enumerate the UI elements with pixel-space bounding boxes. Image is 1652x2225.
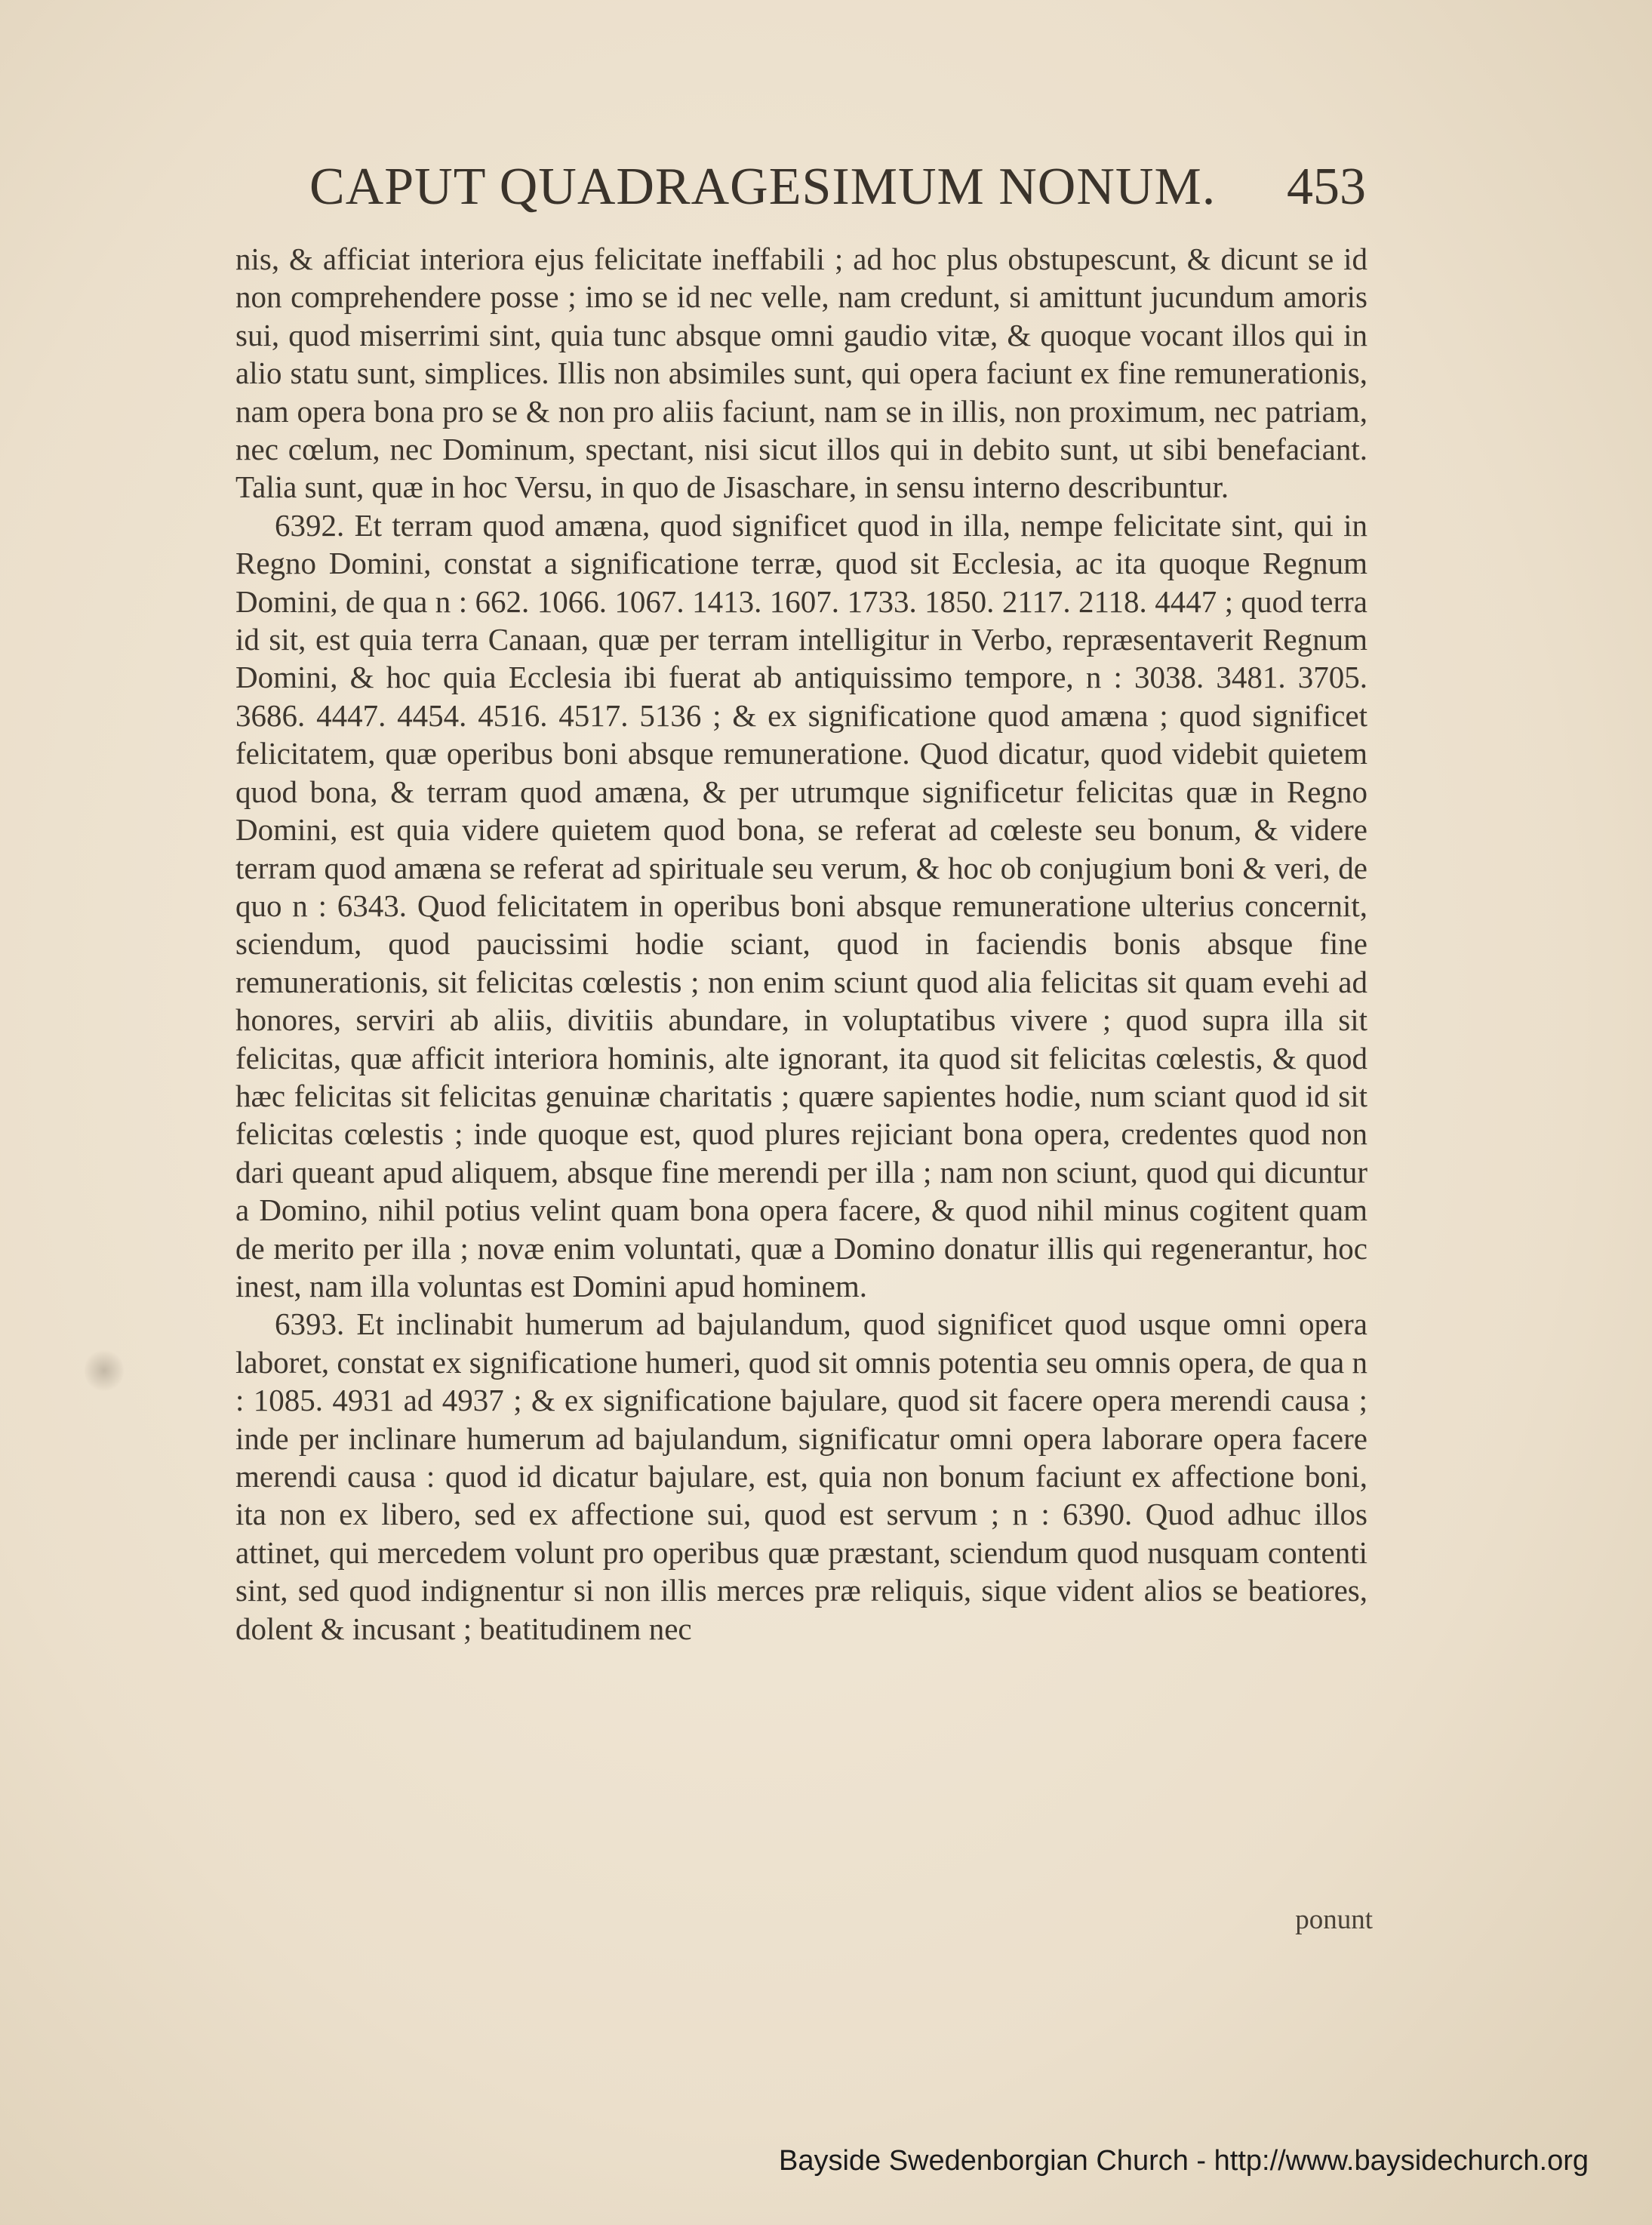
paragraph-6393: 6393. Et inclinabit humerum ad bajulandum, quod significet quod usque omni opera laboret, constat ex significatione humeri, quod sit omnis potentia seu omnis opera, de qua n : 1085. 4931 ad 4937 ; & ex significatione bajulare, quod sit facere opera merendi causa ; inde per inclinare humerum ad bajulandum, significatur omni opera laborare opera facere merendi causa : quod id dicatur bajulare, est, quia non bonum faciunt ex affectione boni, ita non ex libero, sed ex affectione sui, quod est servum ; n : 6390. Quod adhuc illos attinet, qui mercedem volunt pro operibus quæ præstant, sciendum quod nusquam contenti sint, sed quod indignentur si non illis merces præ reliquis, sique vident alios se beatiores, dolent & incusant ; beatitudinem nec <box>235 1306 1367 1646</box>
running-title: CAPUT QUADRAGESIMUM NONUM. <box>309 158 1217 216</box>
catchword: ponunt <box>1295 1904 1373 1935</box>
text-body <box>235 240 1367 1648</box>
page-number: 453 <box>1287 158 1366 216</box>
page-header <box>309 157 1366 240</box>
source-watermark: Bayside Swedenborgian Church - http://www.baysidechurch.org <box>778 2145 1589 2177</box>
page-smudge <box>85 1348 124 1393</box>
paragraph-continuation: nis, & afficiat interiora ejus felicitate ineffabili ; ad hoc plus obstupescunt, & dicunt se id non comprehendere posse ; imo se id nec velle, nam credunt, si amittunt jucundum amoris sui, quod miserrimi sint, quia tunc absque omni gaudio vitæ, & quoque vocant illos qui in alio statu sunt, simplices. Illis non absimiles sunt, qui opera faciunt ex fine remunerationis, nam opera bona pro se & non pro aliis faciunt, nam se in illis, non proximum, nec patriam, nec cœlum, nec Dominum, spectant, nisi sicut illos qui in debito sunt, ut sibi benefaciant. Talia sunt, quæ in hoc Versu, in quo de Jisaschare, in sensu interno describuntur. <box>235 242 1367 505</box>
paragraph-6392: 6392. Et terram quod amæna, quod significet quod in illa, nempe felicitate sint, qui in Regno Domini, constat a significatione terræ, quod sit Ecclesia, ac ita quoque Regnum Domini, de qua n : 662. 1066. 1067. 1413. 1607. 1733. 1850. 2117. 2118. 4447 ; quod terra id sit, est quia terra Canaan, quæ per terram intelligitur in Verbo, repræsentaverit Regnum Domini, & hoc quia Ecclesia ibi fuerat ab antiquissimo tempore, n : 3038. 3481. 3705. 3686. 4447. 4454. 4516. 4517. 5136 ; & ex significatione quod amæna ; quod significet felicitatem, quæ operibus boni absque remuneratione. Quod dicatur, quod videbit quietem quod bona, & terram quod amæna, & per utrumque significetur felicitas quæ in Regno Domini, est quia videre quietem quod bona, se referat ad cœleste seu bonum, & videre terram quod amæna se referat ad spirituale seu verum, & hoc ob conjugium boni & veri, de quo n : 6343. Quod felicitatem in operibus boni absque remuneratione ulterius concernit, sciendum, quod paucissimi hodie sciant, quod in faciendis bonis absque fine remunerationis, sit felicitas cœlestis ; non enim sciunt quod alia felicitas sit quam evehi ad honores, serviri ab aliis, divitiis abundare, in voluptatibus vivere ; quod supra illa sit felicitas, quæ afficit interiora hominis, alte ignorant, ita quod sit felicitas cœlestis, & quod hæc felicitas sit felicitas genuinæ charitatis ; quære sapientes hodie, num sciant quod id sit felicitas cœlestis ; inde quoque est, quod plures rejiciant bona opera, credentes quod non dari queant apud aliquem, absque fine merendi per illa ; nam non sciunt, quod qui dicuntur a Domino, nihil potius velint quam bona opera facere, & quod nihil minus cogitent quam de merito per illa ; novæ enim voluntati, quæ a Domino donatur illis qui regenerantur, hoc inest, nam illa voluntas est Domini apud hominem. <box>235 507 1367 1303</box>
